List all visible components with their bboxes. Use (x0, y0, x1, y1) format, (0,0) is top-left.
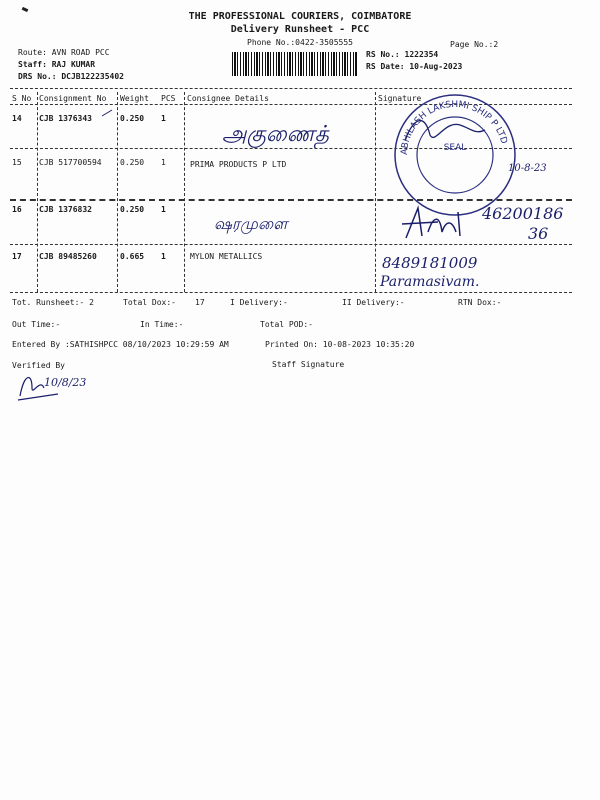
company-name: THE PROFESSIONAL COURIERS, COIMBATORE (188, 11, 412, 22)
handwritten-consignee-name: அகுணைத் (222, 122, 330, 147)
page-number: Page No.:2 (450, 40, 499, 49)
row-consignee: PRIMA PRODUCTS P LTD (190, 160, 287, 169)
row-weight: 0.250 (120, 158, 145, 167)
handwritten-date: 10-8-23 (508, 163, 547, 174)
in-time: In Time:- (140, 320, 184, 329)
row-sno: 17 (12, 252, 22, 261)
out-time: Out Time:- (12, 320, 61, 329)
row-sno: 15 (12, 158, 22, 167)
pen-mark (100, 108, 114, 118)
route: Route: AVN ROAD PCC (18, 48, 110, 57)
row-pcs: 1 (161, 205, 166, 214)
stamp-center-text: SEAL (443, 143, 467, 153)
handwritten-phone: 8489181009 (382, 254, 478, 272)
handwritten-consignee-name: ஷரமுளை (214, 214, 288, 233)
handwritten-number-2: 36 (528, 224, 549, 243)
row-sno: 16 (12, 205, 22, 214)
rs-date: RS Date: 10-Aug-2023 (366, 62, 463, 71)
row-weight: 0.250 (120, 114, 145, 123)
header-signature: Signature (378, 94, 422, 103)
signature-row14 (400, 110, 490, 150)
column-divider (117, 92, 118, 292)
header-pcs: PCS (161, 94, 176, 103)
staff-signature-label: Staff Signature (272, 360, 345, 369)
row-divider (10, 244, 572, 245)
row-consignee: MYLON METALLICS (190, 252, 263, 261)
header-weight: Weight (120, 94, 149, 103)
column-divider (184, 92, 185, 292)
table-bottom-rule (10, 292, 572, 293)
verified-by-label: Verified By (12, 361, 65, 370)
column-divider (375, 92, 376, 292)
drs-number: DRS No.: DCJB122235402 (18, 72, 124, 81)
row-consignment: CJB 89485260 (39, 252, 97, 261)
header-consignee: Consignee Details (187, 94, 269, 103)
row-sno: 14 (12, 114, 22, 123)
row-weight: 0.665 (120, 252, 145, 261)
row-pcs: 1 (161, 252, 166, 261)
header-consignment: Consignment No (39, 94, 107, 103)
stamp-ring-text: ABHILASH LAKSHMI SHIP P LTD (399, 99, 509, 156)
header-sno: S No (12, 94, 32, 103)
staff: Staff: RAJ KUMAR (18, 60, 96, 69)
phone-number: Phone No.:0422-3505555 (247, 38, 353, 47)
entered-by: Entered By :SATHISHPCC 08/10/2023 10:29:59 AM (12, 340, 229, 349)
row-consignment: CJB 1376832 (39, 205, 92, 214)
handwritten-number: 46200186 (482, 204, 564, 223)
table-top-rule (10, 88, 572, 89)
row-consignment: CJB 1376343 (39, 114, 92, 123)
rs-number: RS No.: 1222354 (366, 50, 439, 59)
row-weight: 0.250 (120, 205, 145, 214)
total-pod: Total POD:- (260, 320, 313, 329)
total-dox-value: 17 (195, 298, 205, 307)
row-pcs: 1 (161, 158, 166, 167)
printed-on: Printed On: 10-08-2023 10:35:20 (265, 340, 415, 349)
row-pcs: 1 (161, 114, 166, 123)
ii-delivery: II Delivery:- (342, 298, 405, 307)
column-divider (37, 92, 38, 292)
barcode (232, 52, 358, 76)
verified-date: 10/8/23 (44, 376, 87, 389)
total-runsheet: Tot. Runsheet:- 2 (12, 298, 94, 307)
total-dox-label: Total Dox:- (123, 298, 176, 307)
row-consignment: CJB 517700594 (39, 158, 102, 167)
document-title: Delivery Runsheet - PCC (230, 24, 370, 35)
i-delivery: I Delivery:- (230, 298, 288, 307)
rtn-dox: RTN Dox:- (458, 298, 502, 307)
handwritten-receiver-name: Paramasivam. (380, 274, 480, 290)
signature-row16 (398, 202, 478, 244)
